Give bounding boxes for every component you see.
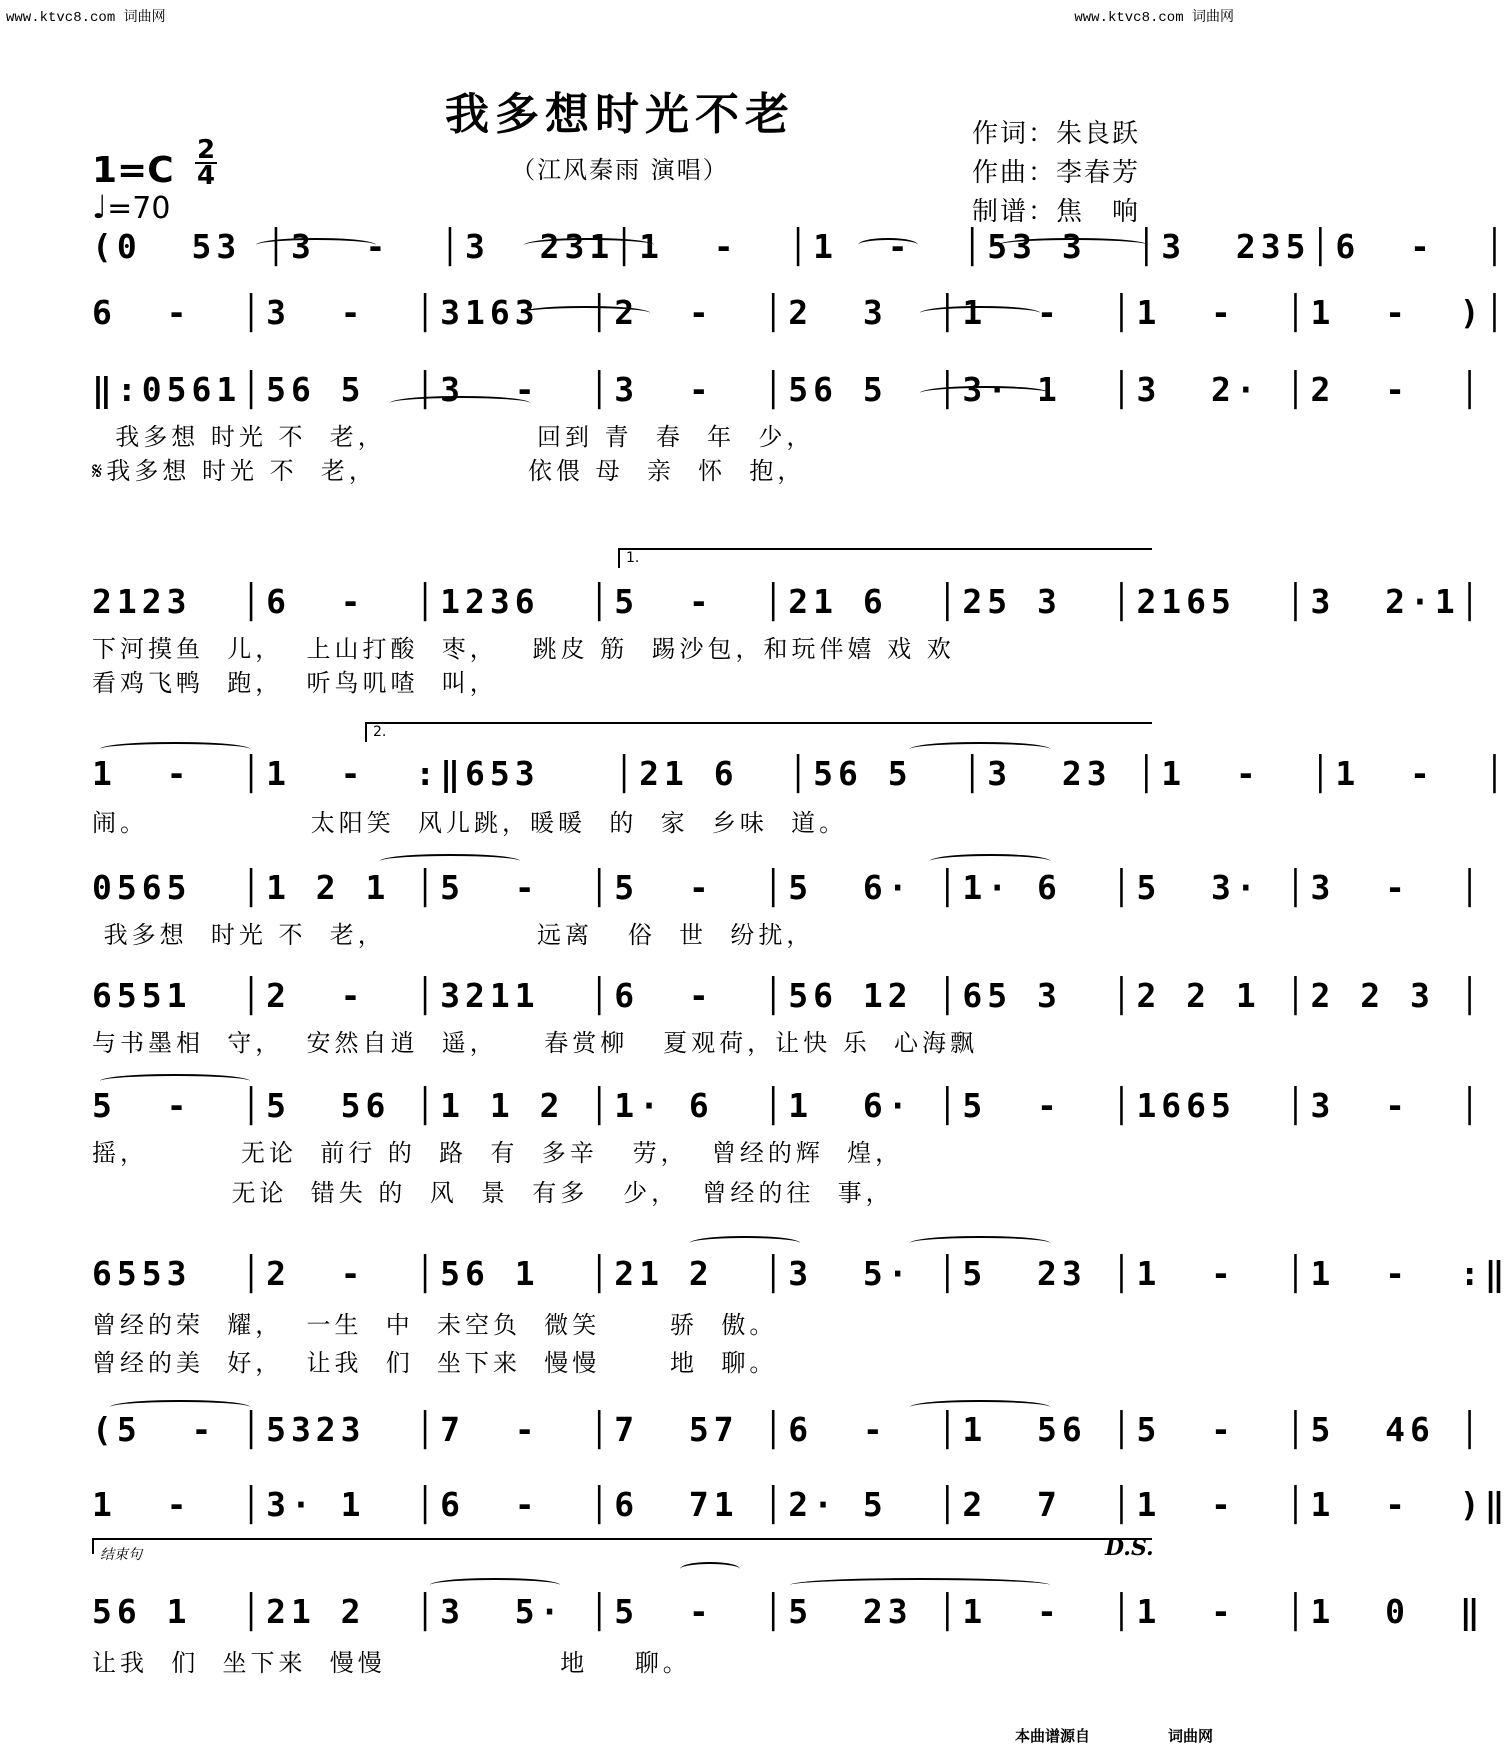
slur (858, 238, 918, 252)
first-ending-label: 1. (626, 550, 640, 566)
lyric-line: 无论 错失 的 风 景 有多 少， 曾经的往 事， (92, 1179, 894, 1207)
dal-segno-mark: D.S. (1105, 1535, 1154, 1561)
slur (430, 1578, 560, 1592)
lyric-line: 与书墨相 守， 安然自逍 遥， 春赏柳 夏观荷，让快 乐 心海飘 (92, 1029, 979, 1057)
arranger-credit: 制谱：焦 响 (972, 197, 1141, 227)
score-system-8: 5 - │5 56 │1 1 2 │1· 6 │1 6· │5 - │1665 │3 - │ (92, 1086, 1485, 1125)
first-ending-bracket (618, 548, 1152, 568)
slur (998, 238, 1148, 252)
lyric-line: 看鸡飞鸭 跑， 听鸟叽喳 叫， (92, 669, 498, 697)
slur (910, 1236, 1050, 1250)
score-system-3: ‖:0561│56 5 │3 - │3 - │56 5 │3· 1 │3 2· │2 - │ (92, 370, 1485, 409)
score-system-11: 1 - │3· 1 │6 - │6 71 │2· 5 │2 7 │1 - │1 - )‖ (92, 1485, 1509, 1524)
ending-section-label: 结束句 (100, 1547, 142, 1563)
slur (524, 238, 654, 252)
score-system-7: 6551 │2 - │3211 │6 - │56 12 │65 3 │2 2 1 │2 2 3 │ (92, 976, 1485, 1015)
lyric-line: 曾经的荣 耀， 一生 中 未空负 微笑 骄 傲。 (92, 1311, 778, 1339)
site-watermark-right: www.ktvc8.com 词曲网 (1074, 10, 1234, 26)
lyric-line: 𝄋我多想 时光 不 老， 依偎 母 亲 怀 抱， (92, 457, 806, 485)
score-system-10: (5 - │5323 │7 - │7 57 │6 - │1 56 │5 - │5 46 │ (92, 1410, 1485, 1449)
composer-credit: 作曲：李春芳 (972, 158, 1141, 188)
slur (910, 1400, 1050, 1414)
slur (256, 238, 376, 252)
slur (920, 306, 1040, 320)
score-system-4: 2123 │6 - │1236 │5 - │21 6 │25 3 │2165 │3 2·1│ (92, 582, 1485, 621)
score-system-9: 6553 │2 - │56 1 │21 2 │3 5· │5 23 │1 - │1 - :‖ (92, 1254, 1509, 1293)
score-system-12: 56 1 │21 2 │3 5· │5 - │5 23 │1 - │1 - │1 0 ‖ (92, 1592, 1485, 1631)
song-title: 我多想时光不老 (445, 89, 795, 140)
slur (690, 1236, 800, 1250)
lyric-line: 让我 们 坐下来 慢慢 地 聊。 (92, 1649, 691, 1677)
footer-source-text: 本曲谱源自 (1015, 1727, 1091, 1745)
slur (790, 1578, 1050, 1592)
tempo-value: =70 (107, 191, 171, 226)
slur (920, 386, 1050, 400)
lyricist-credit: 作词：朱良跃 (972, 119, 1141, 149)
score-system-6: 0565 │1 2 1 │5 - │5 - │5 6· │1· 6 │5 3· │3 - │ (92, 868, 1485, 907)
score-system-2: 6 - │3 - │3163 │2 - │2 3 │1 - │1 - │1 - )│ (92, 293, 1509, 332)
time-signature-bottom: 4 (196, 161, 216, 191)
lyric-line: 闹。 太阳笑 风儿跳，暖暖 的 家 乡味 道。 (92, 809, 848, 837)
lyric-line: 下河摸鱼 儿， 上山打酸 枣， 跳皮 筋 踢沙包，和玩伴嬉 戏 欢 (92, 635, 955, 663)
slur (110, 1400, 250, 1414)
credits-block (972, 115, 1140, 232)
lyric-line: 摇， 无论 前行 的 路 有 多辛 劳， 曾经的辉 煌， (92, 1139, 904, 1167)
slur (930, 854, 1050, 868)
slur (910, 742, 1050, 756)
site-watermark-left: www.ktvc8.com 词曲网 (6, 10, 166, 26)
slur (520, 306, 650, 320)
slur (100, 742, 250, 756)
lyric-line: 曾经的美 好， 让我 们 坐下来 慢慢 地 聊。 (92, 1349, 778, 1377)
slur (100, 1074, 250, 1088)
time-signature-top: 2 (196, 135, 216, 165)
lyric-line: 我多想 时光 不 老， 远离 俗 世 纷扰， (92, 921, 815, 949)
lyric-line: 我多想 时光 不 老， 回到 青 春 年 少， (92, 423, 815, 451)
slur (380, 854, 520, 868)
footer-site-name: 词曲网 (1168, 1727, 1214, 1745)
score-system-5: 1 - │1 - :‖653 │21 6 │56 5 │3 23 │1 - │1 - │ (92, 754, 1509, 793)
ending-section-bracket (92, 1538, 1152, 1554)
time-signature (193, 135, 219, 191)
performer-line: （江风秦雨 演唱） (511, 156, 729, 184)
slur (390, 396, 530, 410)
key-signature: 1=C (92, 150, 174, 191)
second-ending-label: 2. (373, 724, 387, 740)
score-system-1: (0 53 │3 - │3 231│1 - │1 - │53 3 │3 235│6 - │ (92, 227, 1509, 266)
slur (680, 1562, 740, 1576)
second-ending-bracket (365, 722, 1152, 742)
quarter-note-icon: ♩ (92, 188, 108, 226)
